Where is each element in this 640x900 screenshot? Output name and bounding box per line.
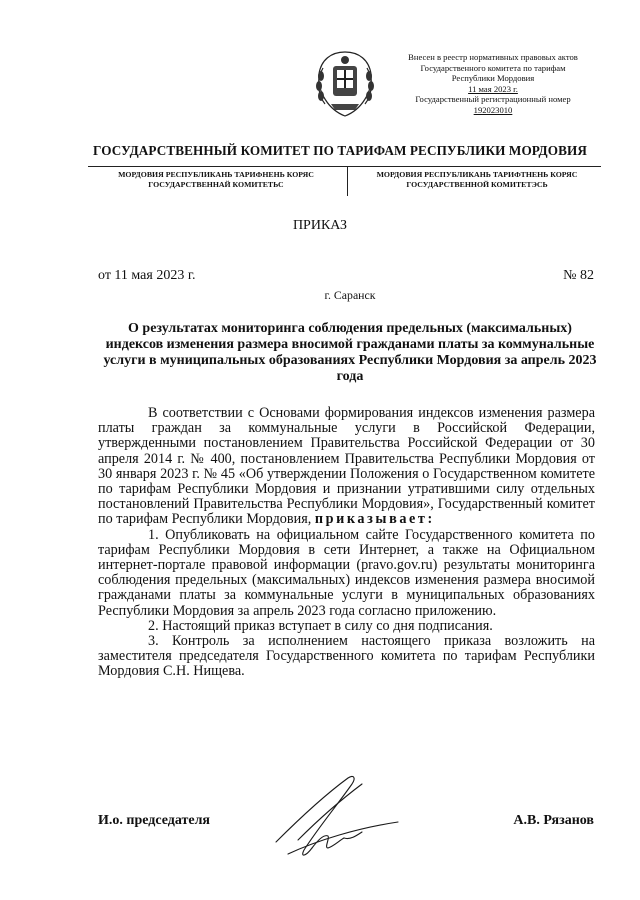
preamble-paragraph: В соответствии с Основами формирования индексов изменения размера платы граждан за коммунальные услуги в Российской Федерации, утвержденными постановлением Правительства Российской Федерации от 30 апреля 2014 г. № 400, постановлением Правительства Республики Мордовия от 30 января 2023 г. № 45 «Об утверждении Положения о Государственном комитете по тарифам Республики Мордовия и признании утратившими силу отдельных постановлений Правительства Республики Мордовия», Государственный комитет по тарифам Республики Мордовия, приказывает: (98, 405, 595, 528)
coat-of-arms-icon (311, 48, 379, 120)
registry-line: Государственный регистрационный номер (415, 94, 571, 105)
handwritten-signature-icon (258, 770, 408, 866)
org-title: ГОСУДАРСТВЕННЫЙ КОМИТЕТ ПО ТАРИФАМ РЕСПУБЛИКИ МОРДОВИЯ (93, 143, 587, 158)
header-rule (88, 166, 601, 167)
orders-keyword: приказывает: (314, 511, 435, 528)
document-number: № 82 (563, 268, 594, 283)
header-divider (347, 166, 348, 196)
registry-number: 192023010 (473, 104, 513, 115)
order-item: 2. Настоящий приказ вступает в силу со дня подписания. (148, 617, 493, 634)
registry-date: 11 мая 2023 г. (468, 83, 518, 94)
registry-line: Внесен в реестр нормативных правовых актов (408, 52, 578, 62)
document-type: ПРИКАЗ (292, 218, 348, 233)
document-body (98, 406, 595, 680)
signatory-position: И.о. председателя (98, 813, 211, 828)
header-subtitle-left: МОРДОВИЯ РЕСПУБЛИКАНЬ ТАРИФНЕНЬ КОРЯС ГОСУДАРСТВЕННАЙ КОМИТЕТЬС (118, 170, 314, 189)
signatory-name: А.В. Рязанов (513, 813, 594, 828)
registry-stamp (384, 52, 602, 116)
registry-line: Государственного комитета по тарифам (420, 62, 566, 73)
document-subject: О результатах мониторинга соблюдения предельных (максимальных) индексов изменения размера вносимой гражданами платы за коммунальные услуги в муниципальных образованиях Республики Мордовия за апрель 2023 года (103, 321, 597, 384)
document-city: г. Саранск (324, 288, 376, 302)
document-date: от 11 мая 2023 г. (98, 268, 196, 283)
header-subtitle-right: МОРДОВИЯ РЕСПУБЛИКАНЬ ТАРИФТНЕНЬ КОРЯС ГОСУДАРСТВЕННОЙ КОМИТЕТЭСЬ (376, 170, 578, 189)
order-item: 1. Опубликовать на официальном сайте Государственного комитета по тарифам Республики Мордовия в сети Интернет, а также на Официальном интернет-портале правовой информации (pravo.gov.ru) результаты мониторинга соблюдения предельных (максимальных) индексов изменения размера вносимой гражданами платы за коммунальные услуги в муниципальных образованиях Республики Мордовия за апрель 2023 года согласно приложению. (98, 526, 595, 619)
order-item: 3. Контроль за исполнением настоящего приказа возложить на заместителя председателя Государственного комитета по тарифам Республики Мордовия С.Н. Нищева. (98, 633, 595, 680)
registry-line: Республики Мордовия (451, 73, 535, 84)
